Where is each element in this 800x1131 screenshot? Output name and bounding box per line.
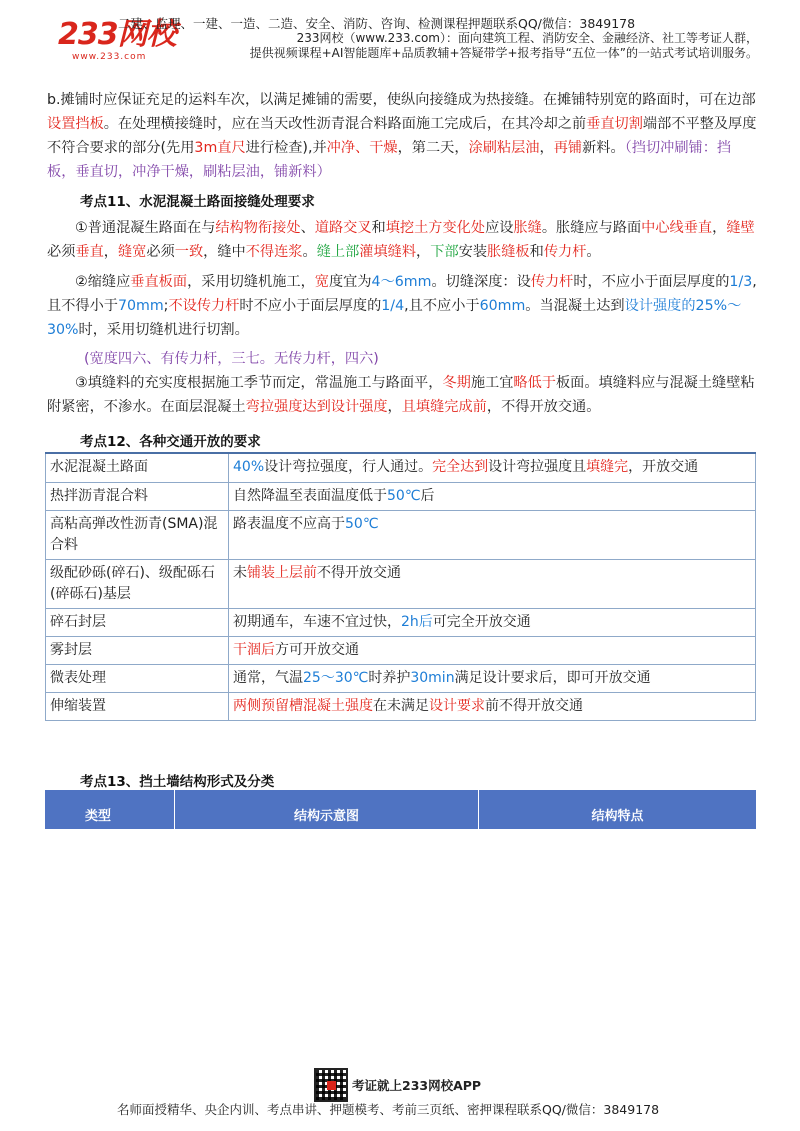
table-row (46, 510, 756, 559)
mnemonic-b: （挡切冲刷铺：挡板，垂直切，冲净干燥，刷粘层油，铺新料） (47, 140, 732, 180)
table-row (46, 453, 756, 482)
opening-requirement-cell: 自然降温至表面温度低于50℃后 (229, 482, 756, 510)
brand-logo: 233网校 (58, 17, 176, 52)
table-row (46, 559, 756, 608)
brand-logo-url: www.233.com (72, 52, 147, 62)
qr-logo-mark (327, 1081, 336, 1090)
pavement-type-cell: 热拌沥青混合料 (46, 482, 229, 510)
traffic-opening-table (45, 452, 756, 721)
pavement-type-cell: 级配砂砾(碎石)、级配砾石(碎砾石)基层 (46, 559, 229, 608)
paragraph-kd11-2: ②缩缝应垂直板面，采用切缝机施工，宽度宜为4～6mm。切缝深度：设传力杆时，不应小于面层厚度的1/3,且不得小于70mm;不设传力杆时不应小于面层厚度的1/4,且不应小于60mm。当混凝土达到设计强度的25%～30%时，采用切缝机进行切割。 (47, 274, 757, 338)
column-header-type: 类型 (45, 790, 175, 829)
section-title-kd12: 考点12、各种交通开放的要求 (80, 434, 261, 450)
pavement-type-cell: 微表处理 (46, 664, 229, 692)
header-contact-line: 二建、监理、一建、一造、二造、安全、消防、咨询、检测课程押题联系QQ/微信：3849178 (118, 16, 636, 31)
header-service-line: 提供视频课程+AI智能题库+品质教辅+答疑带学+报考指导“五位一体”的一站式考试培训服务。 (249, 46, 758, 60)
column-header-diagram: 结构示意图 (175, 790, 479, 829)
opening-requirement-cell: 通常，气温25～30℃时养护30min满足设计要求后，即可开放交通 (229, 664, 756, 692)
opening-requirement-cell: 两侧预留槽混凝土强度在未满足设计要求前不得开放交通 (229, 692, 756, 720)
mnemonic-kd11: (宽度四六、有传力杆，三七。无传力杆，四六) (84, 351, 379, 367)
footer-contact-line: 名师面授精华、央企内训、考点串讲、押题模考、考前三页纸、密押课程联系QQ/微信：3849178 (117, 1102, 660, 1117)
pavement-type-cell: 高粘高弹改性沥青(SMA)混合料 (46, 510, 229, 559)
table-row (46, 664, 756, 692)
section-title-kd13: 考点13、挡土墙结构形式及分类 (80, 774, 275, 790)
table-row (46, 636, 756, 664)
table-row (46, 692, 756, 720)
pavement-type-cell: 伸缩装置 (46, 692, 229, 720)
opening-requirement-cell: 初期通车，车速不宜过快，2h后可完全开放交通 (229, 608, 756, 636)
paragraph-b: b.摊铺时应保证充足的运料车次，以满足摊铺的需要，使纵向接缝成为热接缝。在摊铺特别宽的路面时，可在边部设置挡板。在处理横接缝时，应在当天改性沥青混合料路面施工完成后，在其冷却之前垂直切割端部不平整及厚度不符合要求的部分(先用3m直尺进行检查),并冲净、干燥，第二天，涂刷粘层油，再铺新料。（挡切冲刷铺：挡板，垂直切，冲净干燥，刷粘层油，铺新料） (47, 92, 757, 180)
opening-requirement-cell: 干涸后方可开放交通 (229, 636, 756, 664)
pavement-type-cell: 水泥混凝土路面 (46, 453, 229, 482)
footer-app-slogan: 考证就上233网校APP (352, 1078, 482, 1093)
section-title-kd11: 考点11、水泥混凝土路面接缝处理要求 (80, 194, 315, 210)
opening-requirement-cell: 路表温度不应高于50℃ (229, 510, 756, 559)
table-row (46, 482, 756, 510)
pavement-type-cell: 碎石封层 (46, 608, 229, 636)
retaining-wall-table-header (45, 790, 756, 829)
opening-requirement-cell: 未铺装上层前不得开放交通 (229, 559, 756, 608)
paragraph-kd11-1: ①普通混凝生路面在与结构物衔接处、道路交叉和填挖土方变化处应设胀缝。胀缝应与路面中心线垂直，缝壁必须垂直，缝宽必须一致，缝中不得连浆。缝上部灌填缝料，下部安装胀缝板和传力杆。 (47, 220, 755, 260)
header-intro-line: 233网校（www.233.com）：面向建筑工程、消防安全、金融经济、社工等考证人群， (296, 31, 758, 45)
opening-requirement-cell: 40%设计弯拉强度，行人通过。完全达到设计弯拉强度且填缝完，开放交通 (229, 453, 756, 482)
paragraph-kd11-3: ③填缝料的充实度根据施工季节而定，常温施工与路面平，冬期施工宜略低于板面。填缝料应与混凝土缝壁粘附紧密，不渗水。在面层混凝土弯拉强度达到设计强度，且填缝完成前，不得开放交通。 (47, 375, 755, 415)
column-header-features: 结构特点 (591, 809, 644, 824)
pavement-type-cell: 雾封层 (46, 636, 229, 664)
table-row (46, 608, 756, 636)
